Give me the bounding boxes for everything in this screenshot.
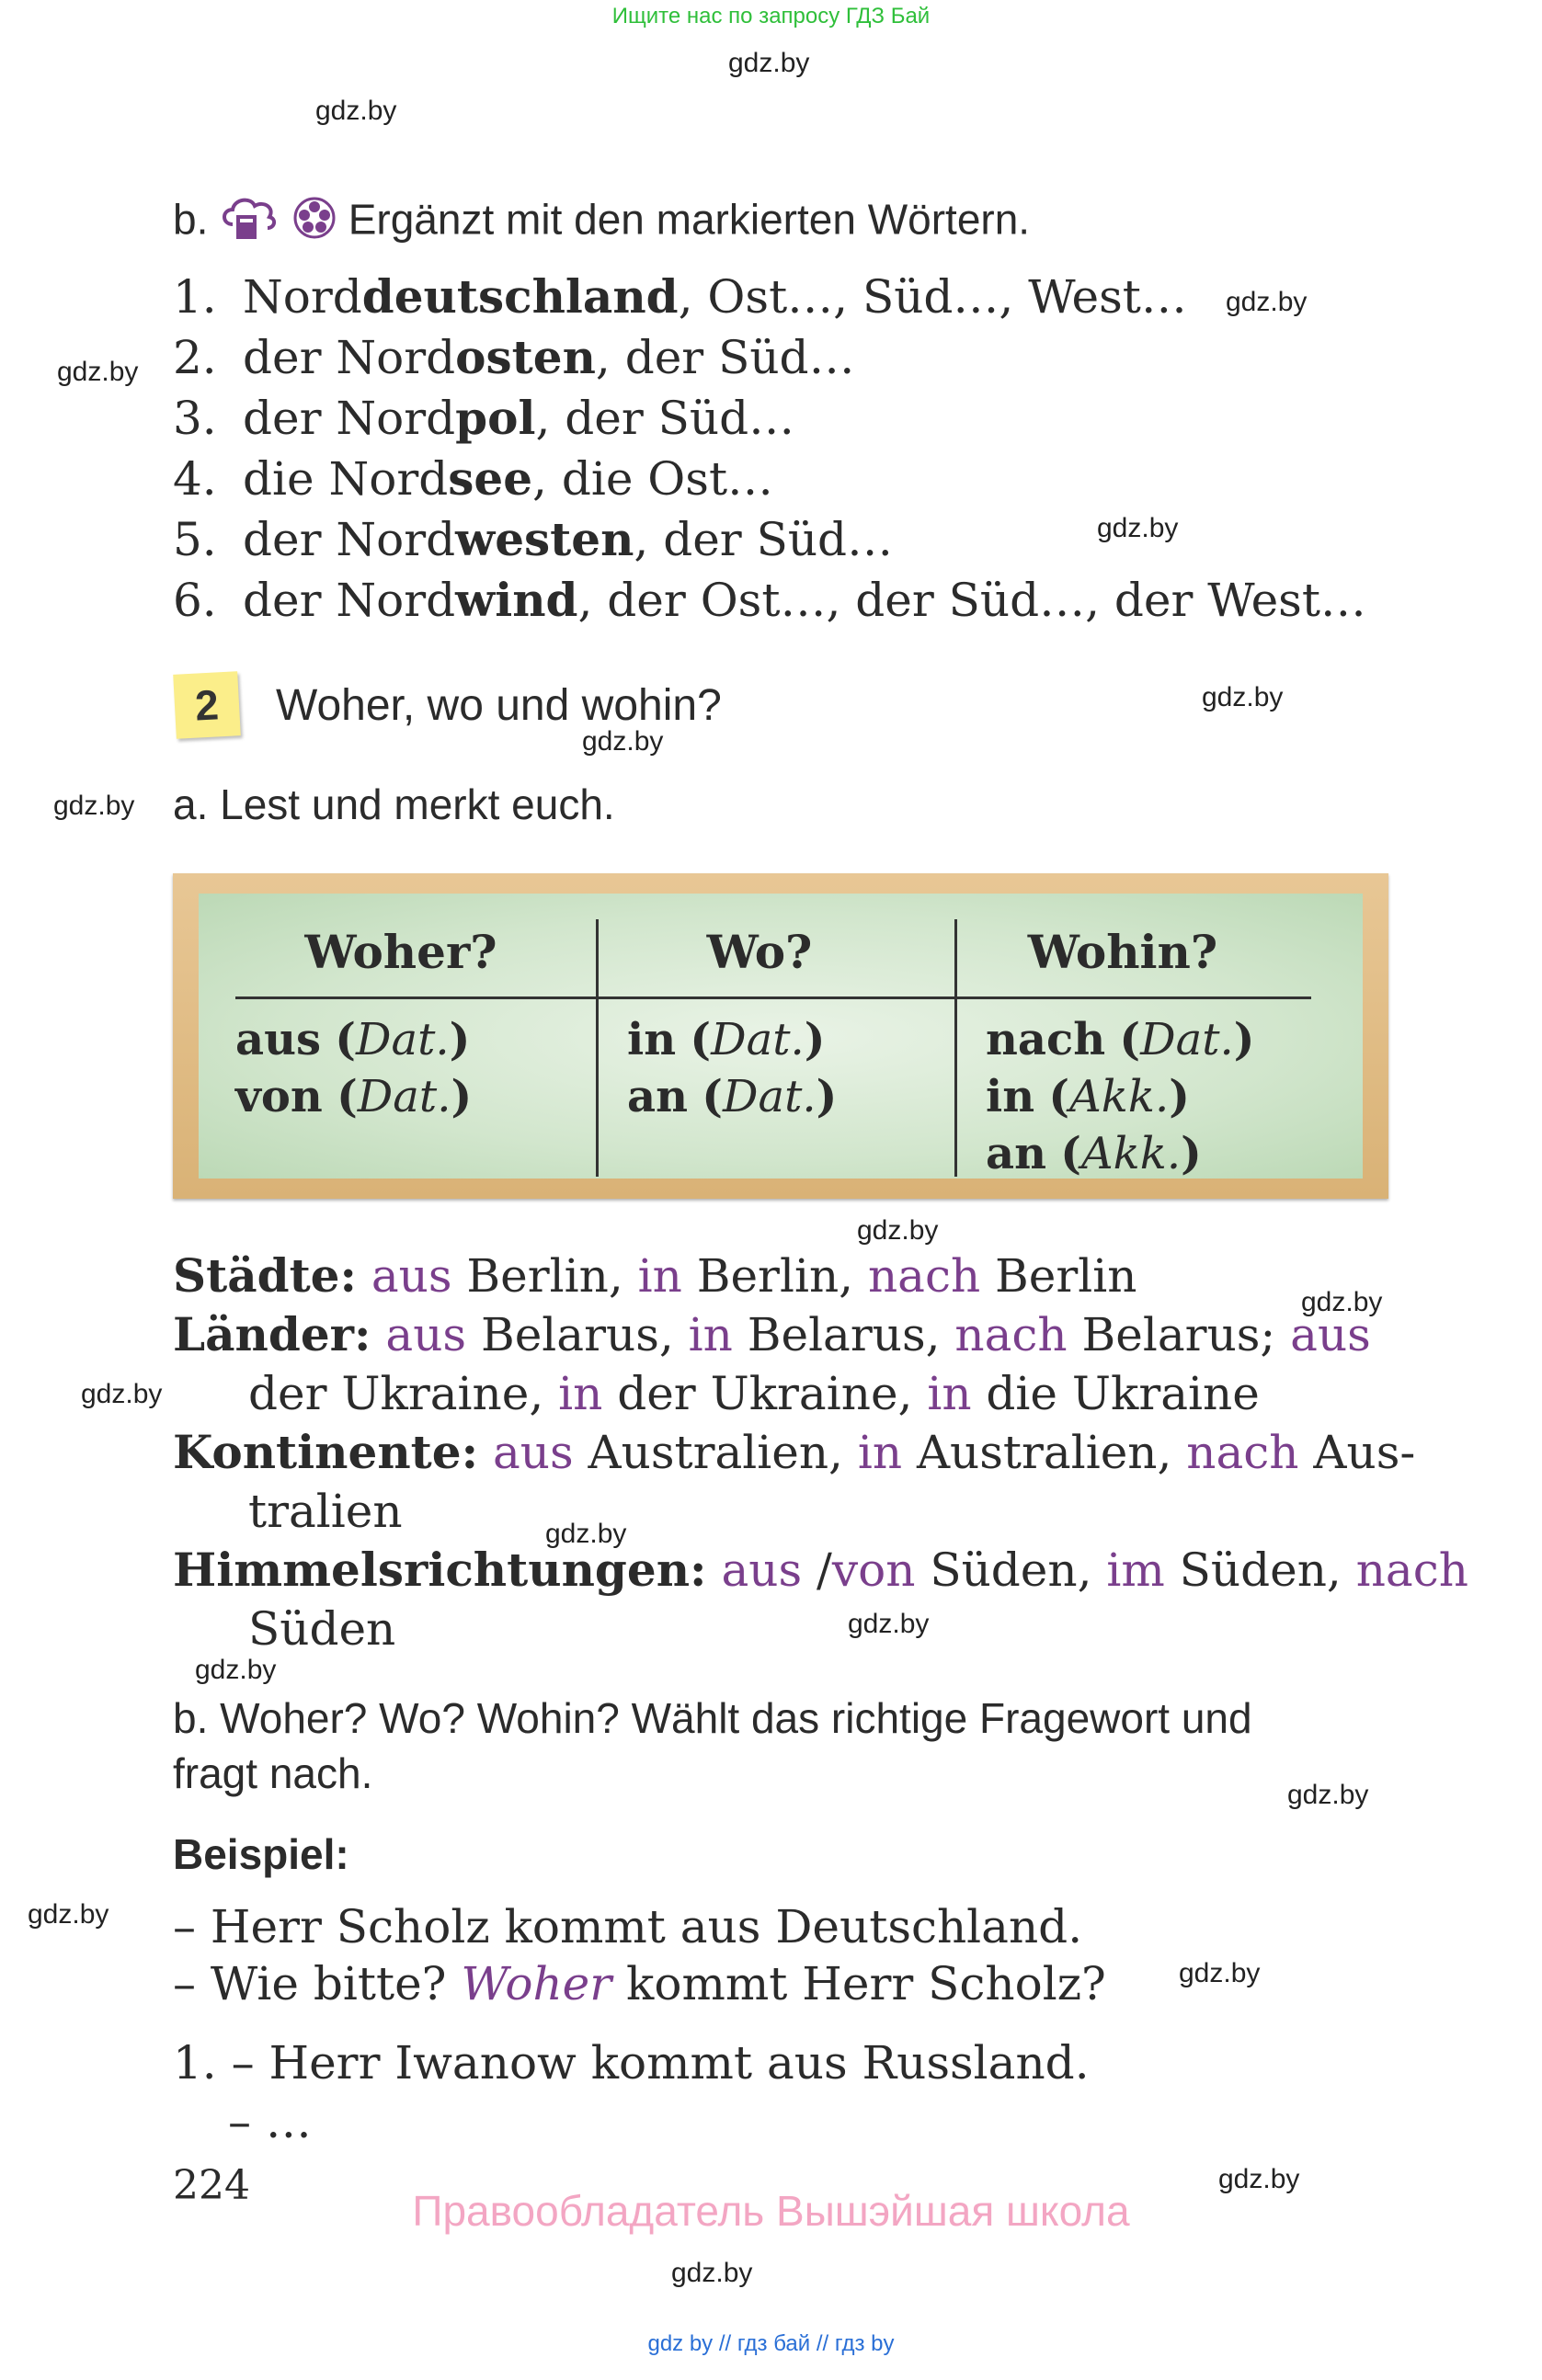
task-1: 1. – Herr Iwanow kommt aus Russland. — [173, 2036, 1090, 2090]
col-header-wohin: Wohin? — [1027, 925, 1218, 979]
footer-links[interactable]: gdz by // гдз бай // гдз by — [647, 2331, 895, 2356]
example-staedte: Städte: aus Berlin, in Berlin, nach Berlin — [173, 1248, 1137, 1303]
watermark: gdz.by — [848, 1609, 930, 1639]
list-item: 3. der Nordpol, der Süd… — [173, 391, 795, 445]
list-item: 6. der Nordwind, der Ost…, der Süd…, der West… — [173, 573, 1366, 627]
copyright-notice: Правообладатель Вышэйшая школа — [412, 2187, 1130, 2235]
watermark: gdz.by — [315, 96, 397, 126]
board-surface — [199, 894, 1363, 1179]
col-header-woher: Woher? — [304, 925, 497, 979]
watermark: gdz.by — [195, 1655, 277, 1685]
page-number: 224 — [173, 2162, 250, 2209]
watermark: gdz.by — [28, 1899, 109, 1930]
example-himmelsrichtungen-line2: Süden — [248, 1602, 396, 1656]
chalkboard-table — [173, 873, 1388, 1199]
watermark: gdz.by — [53, 791, 135, 821]
example-laender: Länder: aus Belarus, in Belarus, nach Belarus; aus — [173, 1307, 1371, 1361]
watermark: gdz.by — [671, 2258, 753, 2288]
part-b-heading — [173, 193, 1030, 253]
list-item: 4. die Nordsee, die Ost… — [173, 451, 774, 506]
part-b2-instruction-line1: b. Woher? Wo? Wohin? Wählt das richtige Fragewort und — [173, 1694, 1252, 1742]
watermark: gdz.by — [545, 1519, 627, 1549]
example-line-1: – Herr Scholz kommt aus Deutschland. — [173, 1900, 1083, 1953]
example-line-2: – Wie bitte? Woher kommt Herr Scholz? — [173, 1957, 1106, 2010]
beispiel-heading: Beispiel: — [173, 1830, 349, 1878]
watermark: gdz.by — [1218, 2164, 1300, 2194]
cloud-notebook-icon — [220, 193, 280, 253]
column-divider — [596, 919, 599, 1177]
column-divider — [954, 919, 957, 1177]
watermark: gdz.by — [857, 1215, 939, 1246]
watermark: gdz.by — [1226, 287, 1308, 317]
part-b2-instruction-line2: fragt nach. — [173, 1749, 373, 1797]
top-banner[interactable]: Ищите нас по запросу ГДЗ Бай — [611, 4, 931, 28]
watermark: gdz.by — [728, 48, 810, 78]
example-laender-line2: der Ukraine, in der Ukraine, in die Ukraine — [248, 1367, 1260, 1420]
part-a-heading: a. Lest und merkt euch. — [173, 780, 615, 828]
watermark: gdz.by — [582, 726, 664, 757]
compound-list — [173, 267, 1366, 631]
watermark: gdz.by — [57, 357, 139, 387]
col-header-wo: Wo? — [706, 925, 813, 979]
watermark: gdz.by — [1179, 1958, 1261, 1988]
watermark: gdz.by — [1202, 682, 1284, 712]
example-kontinente: Kontinente: aus Australien, in Australien, nach Aus- — [173, 1425, 1416, 1479]
cell-wohin: nach (Dat.) in (Akk.) an (Akk.) — [986, 1014, 1255, 1179]
example-himmelsrichtungen: Himmelsrichtungen: aus /von Süden, im Süden, nach — [173, 1543, 1468, 1597]
header-divider — [235, 996, 1311, 999]
part-b-instruction: Ergänzt mit den markierten Wörtern. — [348, 195, 1031, 244]
flower-icon — [292, 196, 337, 250]
task-1-answer: – … — [228, 2095, 312, 2148]
list-item: 5. der Nordwesten, der Süd… — [173, 512, 894, 566]
list-item: 2. der Nordosten, der Süd… — [173, 330, 855, 384]
list-item: 1. Norddeutschland, Ost…, Süd…, West… — [173, 269, 1187, 324]
cell-wo: in (Dat.) an (Dat.) — [627, 1014, 838, 1122]
watermark: gdz.by — [1301, 1287, 1383, 1317]
cell-woher: aus (Dat.) von (Dat.) — [235, 1014, 473, 1122]
part-letter: b. — [173, 195, 209, 244]
watermark: gdz.by — [81, 1379, 163, 1409]
watermark: gdz.by — [1287, 1780, 1369, 1810]
exercise-number-badge: 2 — [173, 671, 241, 739]
exercise-title: Woher, wo und wohin? — [276, 681, 722, 730]
watermark: gdz.by — [1097, 513, 1179, 543]
example-kontinente-line2: tralien — [248, 1485, 403, 1538]
